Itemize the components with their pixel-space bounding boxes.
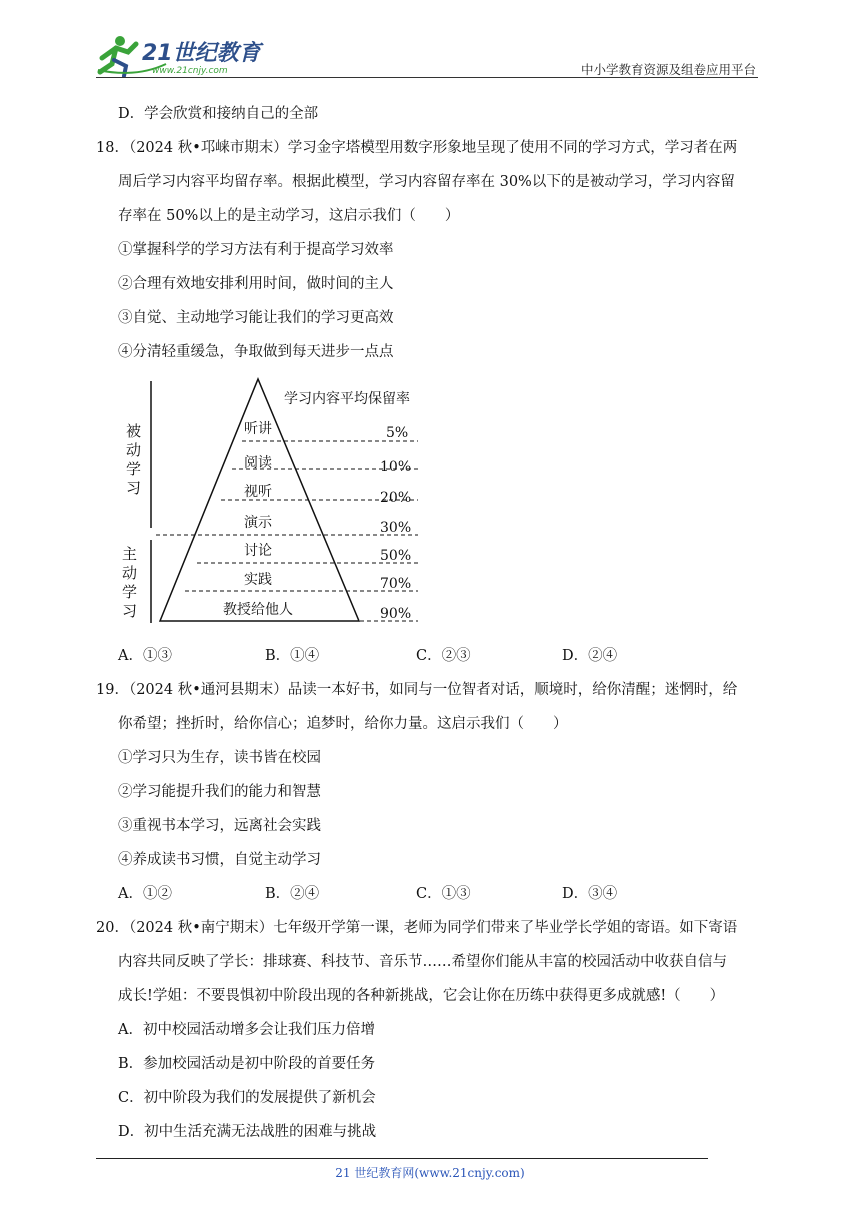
q19-stem-line-1: 19．（2024 秋•通河县期末）品读一本好书，如同与一位智者对话，顺境时，给你清醒；迷惘时，给 xyxy=(96,682,738,698)
q20-stem-line-3: 成长!学姐：不要畏惧初中阶段出现的各种新挑战，它会让你在历练中获得更多成就感!（ ） xyxy=(118,988,725,1004)
level-separators xyxy=(156,441,418,621)
q17-option-d: D．学会欣赏和接纳自己的全部 xyxy=(118,106,319,122)
active-char-1: 主 xyxy=(122,545,138,563)
level-rate-6: 70% xyxy=(380,576,412,592)
q18-option-a: A．①③ xyxy=(118,648,172,664)
runner-logo-icon xyxy=(96,32,266,78)
logo-text: 21世纪教育 xyxy=(142,41,261,66)
pyramid-title: 学习内容平均保留率 xyxy=(284,391,410,407)
q20-stem-line-2: 内容共同反映了学长：排球赛、科技节、音乐节……希望你们能从丰富的校园活动中收获自信与 xyxy=(118,954,727,970)
level-rate-2: 10% xyxy=(380,459,412,475)
active-char-3: 学 xyxy=(122,583,138,601)
q18-stem-line-3: 存率在 50%以上的是主动学习，这启示我们（ ） xyxy=(118,208,460,224)
q18-option-c: C．②③ xyxy=(416,648,471,664)
level-name-6: 实践 xyxy=(244,572,272,588)
q18-statement-3: ③自觉、主动地学习能让我们的学习更高效 xyxy=(118,310,394,326)
level-name-1: 听讲 xyxy=(244,421,272,437)
header-divider xyxy=(96,77,758,78)
active-char-4: 习 xyxy=(122,602,138,620)
passive-char-2: 动 xyxy=(126,441,142,459)
site-tagline: 中小学教育资源及组卷应用平台 xyxy=(580,62,756,77)
level-rate-1: 5% xyxy=(386,425,409,441)
active-char-2: 动 xyxy=(122,564,138,582)
logo-url-text: www.21cnjy.com xyxy=(152,66,228,76)
passive-char-4: 习 xyxy=(126,479,142,497)
q18-stem-line-2: 周后学习内容平均留存率。根据此模型，学习内容留存率在 30%以下的是被动学习，学习内容留 xyxy=(118,174,735,190)
level-rate-5: 50% xyxy=(380,548,412,564)
q19-statement-3: ③重视书本学习，远离社会实践 xyxy=(118,818,321,834)
level-rate-4: 30% xyxy=(380,520,412,536)
q20-option-c: C．初中阶段为我们的发展提供了新机会 xyxy=(118,1090,376,1106)
footer-link[interactable]: 21 世纪教育网(www.21cnjy.com) xyxy=(335,1166,525,1180)
level-name-3: 视听 xyxy=(244,484,272,500)
passive-char-3: 学 xyxy=(126,460,142,478)
q19-stem-line-2: 你希望；挫折时，给你信心；追梦时，给你力量。这启示我们（ ） xyxy=(118,716,568,732)
q19-statement-4: ④养成读书习惯，自觉主动学习 xyxy=(118,852,321,868)
q20-stem-line-1: 20．（2024 秋•南宁期末）七年级开学第一课，老师为同学们带来了毕业学长学姐的寄语。如下寄语 xyxy=(96,920,738,936)
passive-learning-label xyxy=(126,422,141,497)
q19-option-d: D．③④ xyxy=(562,886,618,902)
q19-option-c: C．①③ xyxy=(416,886,471,902)
q18-statement-4: ④分清轻重缓急，争取做到每天进步一点点 xyxy=(118,344,394,360)
q18-option-d: D．②④ xyxy=(562,648,618,664)
learning-pyramid-figure xyxy=(118,375,428,629)
q20-option-a: A．初中校园活动增多会让我们压力倍增 xyxy=(118,1022,375,1038)
level-name-4: 演示 xyxy=(244,515,272,531)
q20-option-b: B．参加校园活动是初中阶段的首要任务 xyxy=(118,1056,376,1072)
q19-option-a: A．①② xyxy=(118,886,172,902)
footer-divider xyxy=(96,1158,708,1159)
q20-option-d: D．初中生活充满无法战胜的困难与挑战 xyxy=(118,1124,377,1140)
q18-statement-1: ①掌握科学的学习方法有利于提高学习效率 xyxy=(118,242,394,258)
level-name-2: 阅读 xyxy=(244,455,272,471)
level-rate-3: 20% xyxy=(380,490,412,506)
q19-statement-2: ②学习能提升我们的能力和智慧 xyxy=(118,784,321,800)
level-name-7: 教授给他人 xyxy=(223,602,293,618)
active-learning-label xyxy=(122,545,137,620)
q19-statement-1: ①学习只为生存，读书皆在校园 xyxy=(118,750,321,766)
q18-option-b: B．①④ xyxy=(265,648,320,664)
q18-statement-2: ②合理有效地安排利用时间，做时间的主人 xyxy=(118,276,394,292)
q18-stem-line-1: 18．（2024 秋•邛崃市期末）学习金字塔模型用数字形象地呈现了使用不同的学习方式，学习者在两 xyxy=(96,140,738,156)
site-logo xyxy=(96,32,266,78)
passive-char-1: 被 xyxy=(126,422,142,440)
q19-option-b: B．②④ xyxy=(265,886,320,902)
level-name-5: 讨论 xyxy=(244,543,272,559)
level-rate-7: 90% xyxy=(380,606,412,622)
